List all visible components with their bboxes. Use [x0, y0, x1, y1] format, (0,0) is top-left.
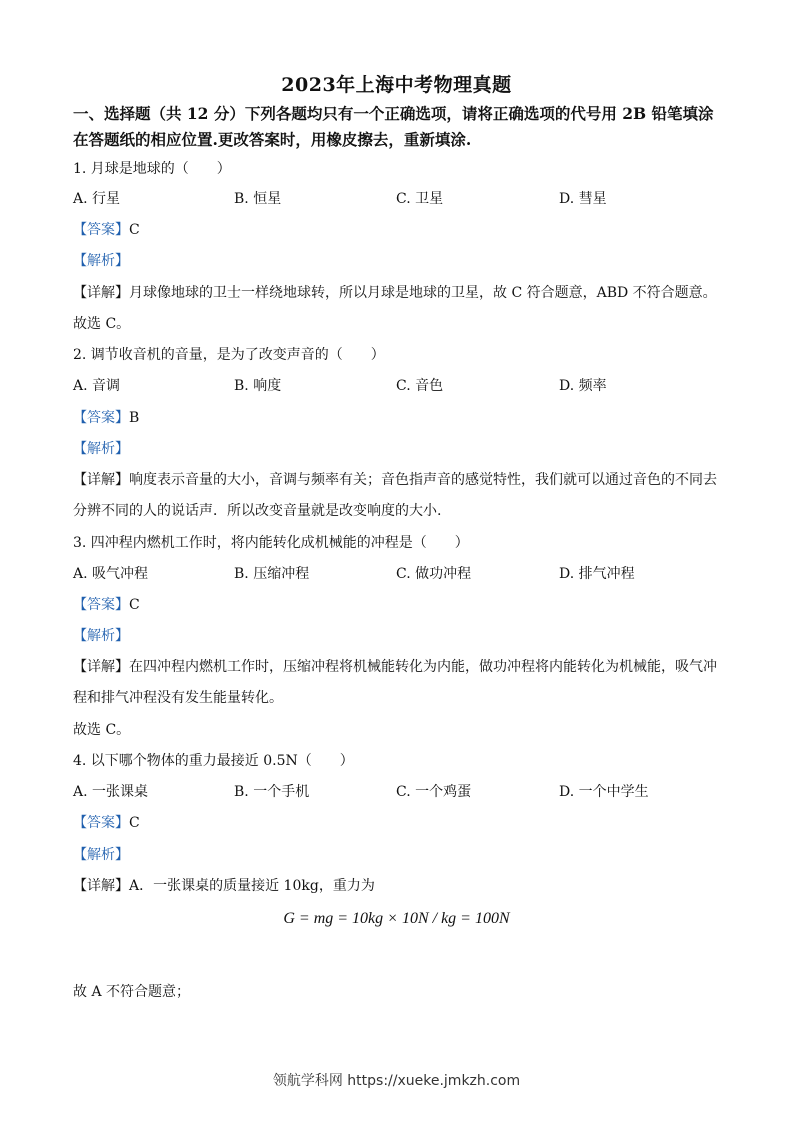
question-4-stem: 4. 以下哪个物体的重力最接近 0.5N（ ） [73, 753, 354, 769]
section-header-line2: 在答题纸的相应位置.更改答案时，用橡皮擦去，重新填涂. [73, 130, 472, 149]
question-1-conclusion: 故选 C。 [73, 316, 131, 332]
question-1-stem: 1. 月球是地球的（ ） [73, 161, 231, 177]
question-2-stem: 2. 调节收音机的音量，是为了改变声音的（ ） [73, 347, 385, 363]
detail-label: 【详解】 [73, 285, 129, 301]
detail-text: A．一张课桌的质量接近 10kg，重力为 [129, 878, 375, 894]
question-1-option-a: A. 行星 [73, 191, 121, 207]
question-4-option-a: A. 一张课桌 [73, 784, 149, 800]
question-3-analysis-label: 【解析】 [73, 628, 129, 644]
question-4-analysis-label: 【解析】 [73, 847, 129, 863]
question-4-option-c: C. 一个鸡蛋 [396, 784, 472, 800]
detail-label: 【详解】 [73, 659, 129, 675]
question-4-formula: G = mg = 10kg × 10N / kg = 100N [283, 910, 510, 927]
question-1-option-c: C. 卫星 [396, 191, 444, 207]
detail-text: 月球像地球的卫士一样绕地球转，所以月球是地球的卫星，故 C 符合题意，ABD 不符合题意。 [129, 285, 717, 301]
question-3-stem: 3. 四冲程内燃机工作时，将内能转化成机械能的冲程是（ ） [73, 535, 469, 551]
question-4-answer [73, 813, 723, 833]
question-1-answer [73, 220, 723, 240]
question-3-detail [73, 657, 723, 677]
question-1-option-b: B. 恒星 [234, 191, 282, 207]
detail-text: 在四冲程内燃机工作时，压缩冲程将机械能转化为内能，做功冲程将内能转化为机械能，吸气冲 [129, 659, 717, 675]
question-1-option-d: D. 彗星 [559, 191, 607, 207]
page-title: 2023年上海中考物理真题 [281, 74, 512, 96]
question-2-option-c: C. 音色 [396, 378, 444, 394]
question-3-option-b: B. 压缩冲程 [234, 566, 310, 582]
question-2-option-a: A. 音调 [73, 378, 121, 394]
answer-value: C [129, 597, 140, 613]
answer-value: C [129, 815, 140, 831]
question-4-option-d: D. 一个中学生 [559, 784, 649, 800]
question-1-detail [73, 283, 723, 303]
answer-value: C [129, 222, 140, 238]
question-3-option-a: A. 吸气冲程 [73, 566, 149, 582]
question-1-analysis-label: 【解析】 [73, 253, 129, 269]
question-2-option-b: B. 响度 [234, 378, 282, 394]
question-2-detail-cont: 分辨不同的人的说话声．所以改变音量就是改变响度的大小. [73, 503, 442, 519]
question-3-conclusion: 故选 C。 [73, 722, 131, 738]
detail-label: 【详解】 [73, 878, 129, 894]
answer-label: 【答案】 [73, 222, 129, 238]
question-3-detail-cont: 程和排气冲程没有发生能量转化。 [73, 690, 283, 706]
question-2-answer [73, 408, 723, 428]
answer-label: 【答案】 [73, 815, 129, 831]
answer-label: 【答案】 [73, 597, 129, 613]
question-4-detail [73, 876, 723, 896]
question-3-option-c: C. 做功冲程 [396, 566, 472, 582]
question-4-after: 故 A 不符合题意； [73, 984, 191, 1000]
answer-label: 【答案】 [73, 410, 129, 426]
section-header-line1: 一、选择题（共 12 分）下列各题均只有一个正确选项，请将正确选项的代号用 2B 铅笔填涂 [73, 104, 714, 123]
question-2-option-d: D. 频率 [559, 378, 607, 394]
detail-label: 【详解】 [73, 472, 129, 488]
question-3-option-d: D. 排气冲程 [559, 566, 635, 582]
question-3-answer [73, 595, 723, 615]
footer-watermark: 领航学科网 https://xueke.jmkzh.com [272, 1073, 521, 1089]
section-header [73, 101, 733, 153]
question-2-analysis-label: 【解析】 [73, 441, 129, 457]
answer-value: B [129, 410, 140, 426]
question-2-detail [73, 470, 723, 490]
question-4-option-b: B. 一个手机 [234, 784, 310, 800]
detail-text: 响度表示音量的大小，音调与频率有关；音色指声音的感觉特性，我们就可以通过音色的不同去 [129, 472, 717, 488]
